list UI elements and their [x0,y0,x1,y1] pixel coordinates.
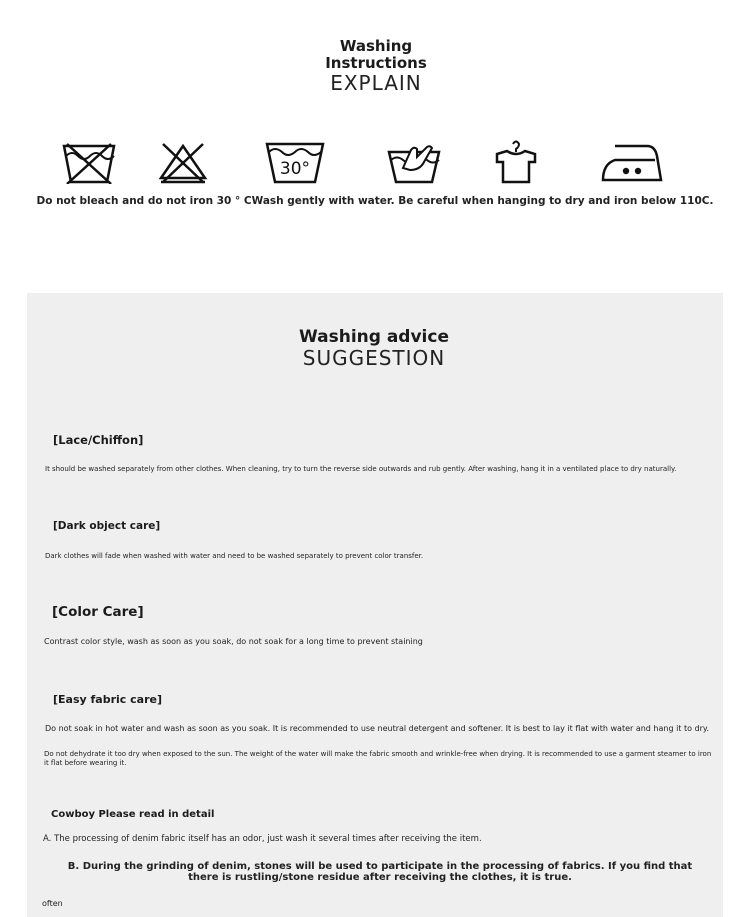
advice-title [298,328,450,369]
hand-wash-icon [387,138,441,184]
color-care-heading: [Color Care] [52,604,144,620]
dark-care-heading: [Dark object care] [53,520,161,532]
cowboy-text-often: often [42,899,63,908]
care-title-en: EXPLAIN [330,71,422,95]
lace-chiffon-heading: [Lace/Chiffon] [53,433,144,447]
hang-dry-icon [495,138,537,184]
easy-fabric-heading: [Easy fabric care] [53,693,162,706]
advice-title-en: SUGGESTION [302,346,446,370]
iron-low-icon [601,138,665,184]
care-title-cn: Washing Instructions [325,37,427,72]
easy-fabric-text-1: Do not soak in hot water and wash as soon as you soak. It is recommended to use neutral detergent and softener. It is best to lay it flat with water and hang it to dry. [45,724,710,733]
wash-temp-label: 30° [279,159,311,179]
easy-fabric-text-2: Do not dehydrate it too dry when exposed to the sun. The weight of the water will make the fabric smooth and wrinkle-free when drying. It is recommended to use a garment steamer to iron it flat before wearing it. [44,750,712,767]
cowboy-text-a: A. The processing of denim fabric itself has an odor, just wash it several times after receiving the item. [43,834,482,844]
do-not-iron-icon [157,138,209,184]
color-care-text: Contrast color style, wash as soon as you soak, do not soak for a long time to prevent staining [44,637,423,646]
advice-title-cn: Washing advice [298,327,449,347]
cowboy-heading: Cowboy Please read in detail [51,809,215,820]
care-title [300,38,452,94]
no-bleach-icon [61,138,117,184]
cowboy-text-b: B. During the grinding of denim, stones will be used to participate in the processing of fabrics. If you find that there is rustling/stone residue after receiving the clothes, it is true. [67,861,693,883]
dark-care-text: Dark clothes will fade when washed with water and need to be washed separately to prevent color transfer. [45,552,424,560]
care-caption: Do not bleach and do not iron 30 ° CWash gently with water. Be careful when hanging to dry and iron below 110C. [36,195,714,207]
care-icons-row [55,138,695,188]
wash-30-icon [265,138,325,184]
lace-chiffon-text: It should be washed separately from other clothes. When cleaning, try to turn the reverse side outwards and rub gently. After washing, hang it in a ventilated place to dry naturally. [45,465,677,473]
